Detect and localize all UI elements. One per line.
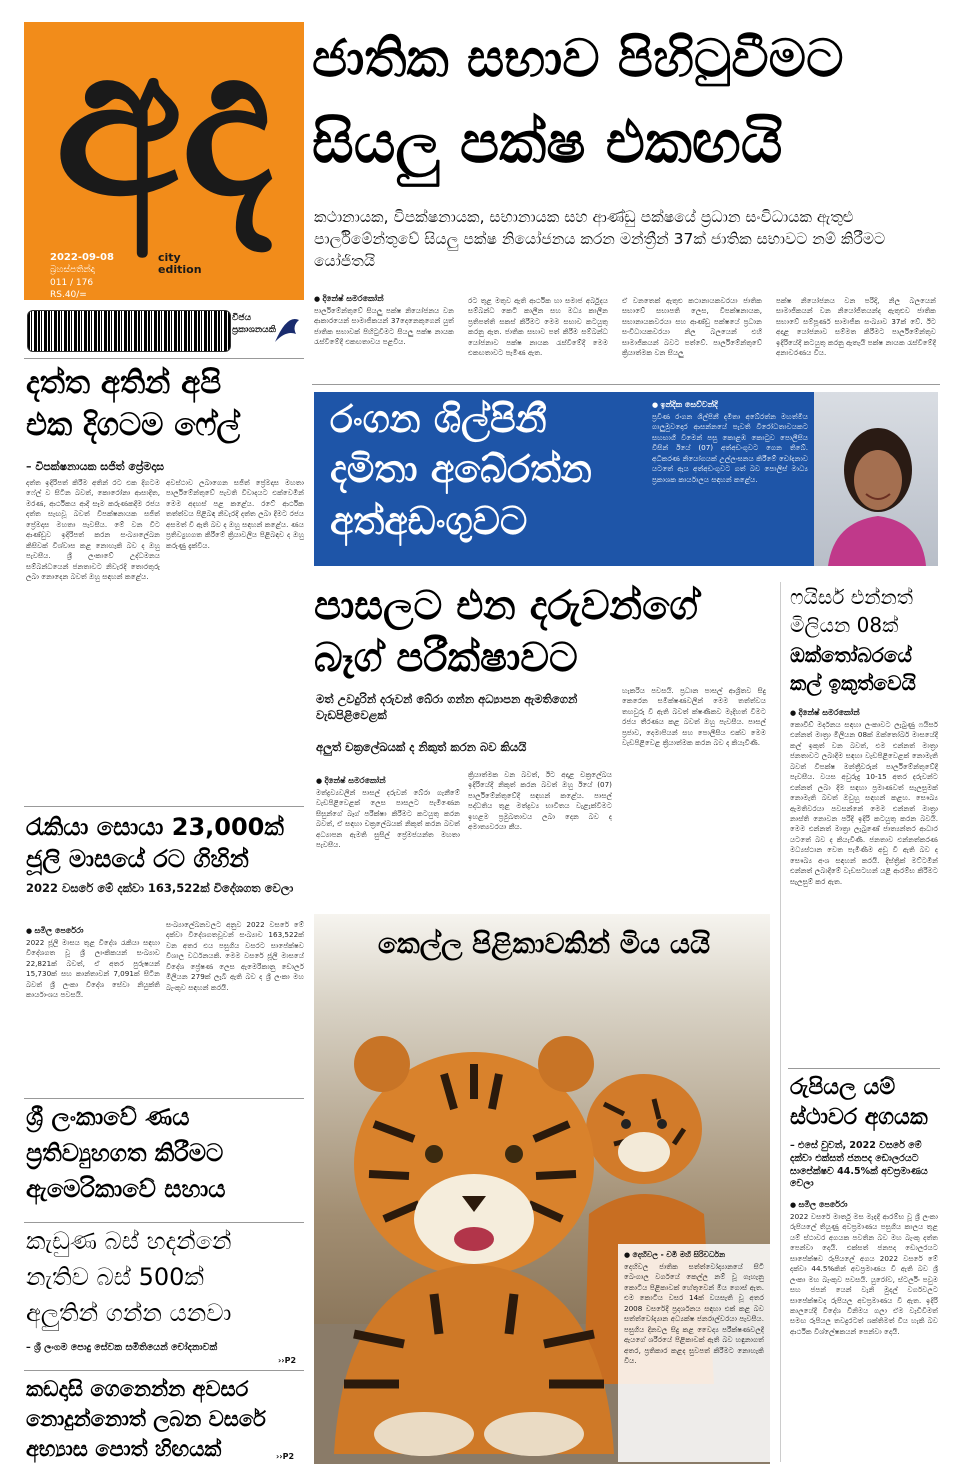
buses-jump[interactable]: ››P2: [278, 1356, 297, 1365]
rangana-banner-line3: අත්අඩංගුවට: [330, 499, 528, 543]
jobs-headline-line2: ජූලි මාසයේ රට ගිහින්: [26, 845, 249, 873]
issue-price: RS.40/=: [50, 290, 87, 300]
rupee-headline-line2: ස්ථාවර අගයක: [790, 1105, 928, 1130]
edition-label: city edition: [158, 251, 202, 277]
books-headline-line2: නොදුන්නොත් ලබන වසරේ: [26, 1407, 266, 1431]
bags-col1: මත්ද්‍රව්‍යවලින් පාසල් දරුවන් බේරා ගැනීමේ වැඩපිළිවෙළක් ලෙස පාසලට පැමිණෙන සිසුන්ගේ බෑග් පරීක්ෂා කිරීමට කටයුතු කරන බවත්, ඒ සඳහා චක්‍රලේඛයක් නිකුත් කරන බවත් අධ්‍යාපන ඇමති සුසිල් ප්‍රේමජයන්ත මහතා පැවසීය.: [316, 788, 460, 850]
lead-headline-line2: සියලු පක්ෂ එකඟයි: [312, 108, 783, 176]
sajith-headline-line1: දත්ත අතින් අපි: [26, 365, 222, 401]
rangana-banner-line1: රංගන ශිල්පිනී: [330, 397, 547, 441]
barcode: [27, 310, 231, 352]
bags-subhead2: අලුත් චක්‍රලේඛයක් ද නිකුත් කරන බව කියයි: [316, 740, 527, 754]
us-headline-line1: ශ්‍රී ලංකාවේ ණය: [26, 1103, 190, 1131]
rupee-text: 2022 වසරේ මාර්තු මස මැදදී ආරම්භ වූ ශ්‍රී ලංකා රුපියලේ තියුණු අවප්‍රමාණය පසුගිය කාලය තුළ යම් ස්ථාවර අගයක පවතින බව මහ බැංකු දත්ත පෙන්වා දෙයි. එක්සත් ජනපද ඩොලරයට සාපේක්ෂව රුපියලේ අගය 2022 වසරේ මේ දක්වා 44.5%කින් අවප්‍රමාණය වී ඇති බව ශ්‍රී ලංකා මහ බැංකුව පවසයි. යුරෝව, ස්ටර්ලිං පවුම සහ ජපන් යෙන් වැනි මුදල් වර්ගවලට සාපේක්ෂවද රුපියල අවප්‍රමාණය වී ඇත. ඉදිරි කාලයේදී විදේශ විනිමය ගලා ඒම වැඩිවීමත් සමඟ රුපියල තවදුරටත් ශක්තිමත් විය හැකි බව ආර්ථික විශ්ලේෂකයන් පෙන්වා දෙයි.: [790, 1212, 938, 1336]
pfizer-headline-line3: ඔක්තෝබරයේ: [790, 643, 912, 667]
us-headline-line2: ප්‍රතිව්‍යුහගත කිරීමට: [26, 1139, 224, 1167]
lead-col1: පාර්ලිමේන්තුවේ සියලු පක්ෂ නියෝජනය වන ආකාරයෙන් සාමාජිකයන් 37දෙනෙකුගෙන් යුත් ජාතික සභාවක් පිහිටුවීමට සියලු පක්ෂ නායක රැස්වීමේදී එකඟතාවය පළවිය.: [314, 306, 454, 347]
books-headline-line1: කඩදාසි ගෙනෙන්න අවසර: [26, 1377, 249, 1401]
books-headline-line3: අභ්‍යාස පොත් හිඟයක්: [26, 1437, 222, 1461]
lead-col3: ඒ වනතෙක් ඇතුළු කථානායකවරයා ජාතික සභාවේ සභාපති ලෙස, විපක්ෂනායක, සභානායකවරයා සහ ආණ්ඩු පක්ෂයේ ප්‍රධාන සංවිධායකවරයා නිල බලයෙන් එහි සාමාජිකයන් බවට පත්වේ. පාර්ලිමේන්තුවේ ක්‍රියාත්මක වන සියලු: [622, 296, 762, 358]
lead-byline: ● දිනේෂ් සමරකෝන්: [314, 294, 384, 304]
jobs-col2: සංඛ්‍යාලේඛනවලට අනුව 2022 වසරේ මේ දක්වා විදේශගතවූවන් සංඛ්‍යාව 163,522ක් වන අතර එය පසුගිය වසරට සාපේක්ෂව විශාල වර්ධනයකි. මෙම වසරේ ජූලි මාසයේ විදේශ ප්‍රේෂණ ලෙස ඇමෙරිකානු ඩොලර් මිලියන 279ක් ලැබී ඇති බව ද ශ්‍රී ලංකා මහ බැංකුව සඳහන් කරයි.: [166, 920, 304, 992]
lead-col2: රට තුළ මතුව ඇති ආර්ථික හා සමාජ අර්බුදය සම්බන්ධ කෙටි කාලීන සහ මධ්‍ය කාලීන ප්‍රතිපත්ති සකස් කිරීමට මෙම සභාව කටයුතු කරනු ඇත. ජාතික සභාව පත් කිරීම සම්බන්ධ යෝජනාව පක්ෂ නායක රැස්වීමේදී මෙම එකඟතාවට පැමිණ ඇත.: [468, 296, 608, 358]
bags-byline: ● දිනේෂ් සමරකෝන්: [316, 776, 386, 786]
us-headline-line3: ඇමෙරිකාවේ සහාය: [26, 1175, 226, 1203]
logo-text: අද: [55, 4, 273, 242]
pfizer-headline-line4: කල් ඉකුත්වෙයි: [790, 671, 916, 695]
buses-headline-line3: අලුතින් ගන්න යනවා: [26, 1299, 232, 1327]
issue-date: 2022-09-08: [50, 252, 114, 263]
bags-col3: හැකරිය පවසයි. ප්‍රධාන පාසල් ආශ්‍රිතව සිදු කෙරෙන සමීක්ෂණවලින් මෙම තත්ත්වය තහවුරු වී ඇති බවත් ක්ෂණිකව මැදිහත් වීමට රජය තීරණය කළ බවත් ඔහු පැවසීය. පාසල් ප්‍රජාව, දෙමාපියන් සහ පොලීසිය එක්ව මෙම වැඩපිළිවෙළ ක්‍රියාත්මක කරන බව ද කියැවිණි.: [622, 686, 766, 748]
bags-col2: ක්‍රියාත්මක වන බවත්, ඊට අදාළ චක්‍රලේඛය ඉදිරියේදී නිකුත් කරන බවත් ඔහු ඊයේ (07) පාර්ලිමේන්තුවේදී සඳහන් කළේය. පාසල් පද්ධතිය තුළ මත්ද්‍රව්‍ය භාවිතය වැළැක්වීමට ඉහළම ප්‍රමුඛතාවය ලබා දෙන බව ද අමාත්‍යවරයා කීය.: [468, 770, 612, 832]
sajith-headline-line2: එක දිගටම ෆේල්: [26, 407, 241, 443]
rangana-banner-line2: දමිතා අබේරත්න: [330, 447, 592, 491]
sajith-attribution: – විපක්ෂනායක සජිත් ප්‍රේමදාස: [26, 460, 165, 473]
sajith-col1: දත්ත ඉදිරිපත් කිරීම අතින් රට එක දිගටම ෆේල් ව සිටින බවත්, කොරෝනා ආසාදිත, මරණ, ආර්ථිකය ආදී සෑම කරුණකදීම රජය දත්ත සැඟවූ බවත් විපක්ෂනායක සජිත් ප්‍රේමදාස මහතා පැවසීය. මේ වන විට ආණ්ඩුව ඉදිරිපත් කරන සංඛ්‍යාලේඛන කිසිවක් විශ්වාස කළ නොහැකි බව ද ඔහු පැවසීය. ශ්‍රී ලංකාවේ උද්ධමනය සම්බන්ධයෙන් ජනතාවට නිවැරදි තොරතුරු ලබා නොදෙන බවත් ඔහු සඳහන් කළේය.: [26, 478, 160, 581]
buses-headline-line1: කැඩුණ බස් හදන්නේ: [26, 1227, 232, 1255]
pfizer-headline-line1: ෆයිසර් එන්නත්: [790, 585, 913, 609]
sajith-col2: අවස්ථාව ලබාගෙන සජිත් ප්‍රේමදාස මහතා පාර්ලිමේන්තුවේ පැවති විවාදයට එක්වෙමින් මෙම අදහස් පළ කළේය. රටේ ආර්ථික තත්ත්වය පිළිබඳ නිවැරදි දත්ත ලබා දීමට රජය අසමත් වී ඇති බව ද ඔහු සඳහන් කළේය. ණය ප්‍රතිව්‍යුහගත කිරීමේ ක්‍රියාවලිය පිළිබඳව ද ඔහු කරුණු දැක්වීය.: [166, 478, 304, 550]
issue-number: 011 / 176: [50, 278, 94, 288]
publisher-logo-icon: [272, 312, 302, 348]
masthead-logo: [24, 4, 304, 300]
rangana-text: ප්‍රවීණ රංගන ශිල්පිනී දමිතා අබේරත්න මහත්මිය ගාලුමුවදොර ආසන්නයේ පැවති විරෝධතාවයකට සහභාගී වීමෙන් පසු කොළඹ කොටුව පොලීසිය විසින් ඊයේ (07) අත්අඩංගුවට ගෙන තිබේ. අධිකරණ නියෝගයක් උල්ලංඝනය කිරීමේ චෝදනාව යටතේ ඇය අත්අඩංගුවට ගත් බව පොලිස් මාධ්‍ය ප්‍රකාශක කාර්යාලය සඳහන් කළේය.: [652, 412, 808, 484]
tiger-byline: ● දෙහිවල - චමි මහි සිරිවර්ධන: [624, 1250, 725, 1260]
publisher-label: විජය ප්‍රකාශනයකි: [232, 313, 276, 335]
bags-headline-line1: පාසලට එන දරුවන්ගේ: [314, 583, 698, 629]
lead-subhead: කථානායක, විපක්ෂනායක, සභානායක සහ ආණ්ඩු පක්ෂයේ ප්‍රධාන සංවිධායක ඇතුළු පාර්ලිමේන්තුවේ සියලු පක්ෂ නියෝජනය කරන මන්ත්‍රීන් 37ක් ජාතික සභාවට නම් කිරීමට යෝජිතයි: [314, 208, 886, 270]
tiger-headline: කෙල්ල පිළිකාවකින් මිය යයි: [377, 927, 711, 960]
bags-subhead1: මත් උවදුරින් දරුවන් බේරා ගන්න අධ්‍යාපන ඇමතිගෙන් වැඩපිළිවෙළක්: [316, 692, 578, 722]
buses-attribution: – ශ්‍රී ලංගම පොදු සේවක සමිතියෙන් චෝදනාවක්: [26, 1342, 218, 1353]
jobs-subhead: 2022 වසරේ මේ දක්වා 163,522ක් විදේශගත වෙලා: [26, 881, 294, 895]
pfizer-text: කොවිඩ් මර්දනය සඳහා ලංකාවට ලැබුණු ෆයිසර් එන්නත් මාත්‍රා මිලියන 08ක් ඔක්තෝබර් මාසයේදී කල් ඉකුත් වන බවත්, එම එන්නත් මාත්‍රා ජනතාවට ලබාදීම සඳහා වැඩපිළිවෙළක් නොමැති බවත් විපක්ෂ මන්ත්‍රීවරුන් පාර්ලිමේන්තුවේදී පැවසීය. වයස අවුරුදු 10-15 අතර දරුවන්ට එන්නත් ලබා දීම සඳහා ප්‍රමාණවත් සැලසුමක් නොමැති බවත් ඔවුහු සඳහන් කළහ. සෞඛ්‍ය ඇමතිවරයා පවසන්නේ මෙම එන්නත් මාත්‍රා නාස්ති නොවන පරිදි ඉදිරි කටයුතු කරන බවයි. මෙම එන්නත් මාත්‍රා ලැබුණේ ජාත්‍යන්තර ආධාර යටතේ බව ද කියැවිණි. ජනතාව එන්නත්කරණ මධ්‍යස්ථාන වෙත පැමිණීම අඩු වී ඇති බව ද සෞඛ්‍ය අංශ සඳහන් කරයි. දිස්ත්‍රික් මට්ටමින් එන්නත් ලබාදීමේ වැඩසටහන් යළි ආරම්භ කිරීමට සැලසුම් කර ඇත.: [790, 720, 938, 886]
rangana-photo: [814, 392, 938, 566]
pfizer-byline: ● දිනේෂ් සමරකෝන්: [790, 708, 860, 718]
bags-headline-line2: බෑග් පරීක්ෂාවට: [314, 635, 578, 681]
tiger-text: දෙහිවල ජාතික සත්ත්වෝද්‍යානයේ සිටි බෙංගාල වර්ගයේ කෙල්ල නම් වූ ගැහැනු කොටිය පිළිකාවක් හේතුවෙන් මිය ගොස් ඇත. එම කොටිය වසර 14ක් වයසැති වූ අතර 2008 වසරේදී ප්‍රදර්ශනය සඳහා එක් කළ බව සත්ත්වෝද්‍යාන අධ්‍යක්ෂ ජනරාල්වරයා පැවසීය. පසුගිය දිනවල සිදු කළ වෛද්‍ය පරීක්ෂණවලදී ඇයගේ ශරීරයේ පිළිකාවක් ඇති බව හඳුනාගත් අතර, ප්‍රතිකාර කළද සුවපත් කිරීමට නොහැකි විය.: [624, 1262, 764, 1365]
jobs-byline: ● සමිල පෙරේරා: [26, 926, 84, 936]
jobs-col1: 2022 ජූලි මාසය තුළ විදේශ රැකියා සඳහා විදේශගත වූ ශ්‍රී ලාංකිකයන් සංඛ්‍යාව 22,821ක් බවත්, ඒ අතර පුරුෂයන් 15,730ක් සහ කාන්තාවන් 7,091ක් සිටින බවත් ශ්‍රී ලංකා විදේශ සේවා නියුක්ති කාර්යාංශය පවසයි.: [26, 938, 160, 1000]
rupee-byline: ● සමිල පෙරේරා: [790, 1200, 848, 1210]
lead-col4: පක්ෂ නියෝජනය වන පරිදි, නිල බලයෙන් සාමාජිකයන් වන නියෝජිතයන්ද ඇතුළුව ජාතික සභාවේ සම්පූර්ණ සාමාජික සංඛ්‍යාව 37ක් වේ. ඊට අදාළ යෝජනාව සම්මත කිරීමට පාර්ලිමේන්තුව ඉදිරියේදී කටයුතු කරනු ඇතැයි පක්ෂ නායක රැස්වීමේදී අනාවරණය විය.: [776, 296, 936, 358]
books-jump[interactable]: ››P2: [276, 1452, 295, 1461]
issue-day: බ්‍රහස්පතින්දා: [50, 265, 95, 275]
rangana-byline: ● ඉන්දික සෙව්වන්දි: [652, 400, 718, 410]
buses-headline-line2: නැතිව බස් 500ක්: [26, 1263, 204, 1291]
jobs-headline-line1: රැකියා සොයා 23,000ක්: [26, 813, 284, 841]
rupee-headline-line1: රුපියල යම්: [790, 1075, 896, 1100]
pfizer-headline-line2: මිලියන 08ක්: [790, 613, 899, 637]
rupee-subhead: – එසේ වුවත්, 2022 වසරේ මේ දක්වා එක්සත් ජනපද ඩොලරයට සාපේක්ෂව 44.5%ක් අවප්‍රමාණය වෙලා: [790, 1140, 928, 1190]
lead-headline-line1: ජාතික සභාව පිහිටුවීමට: [312, 29, 844, 89]
